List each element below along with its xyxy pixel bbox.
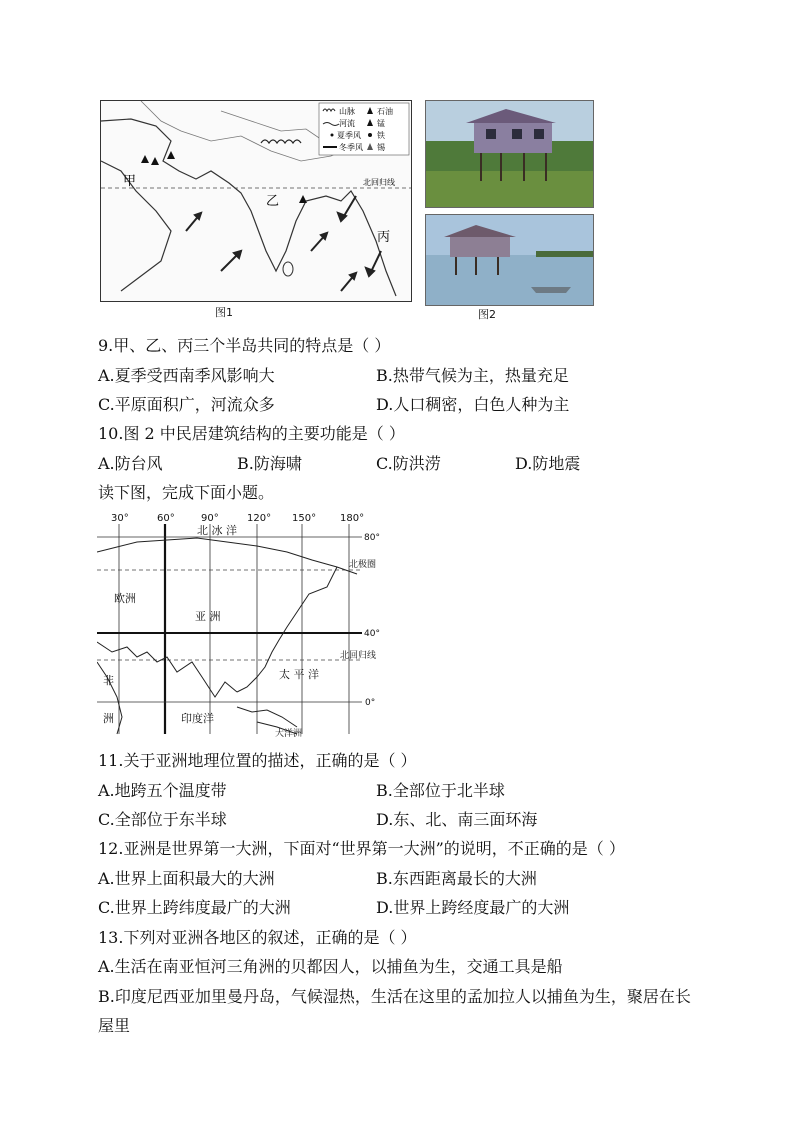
- oil-symbols: [141, 151, 307, 203]
- q11-stem: 11.关于亚洲地理位置的描述，正确的是（ ）: [98, 751, 417, 770]
- figure1-caption: 图1: [215, 306, 233, 319]
- meridians: [119, 524, 349, 734]
- label-bing: 丙: [377, 230, 391, 245]
- asia-south-coast: [97, 642, 237, 697]
- q11-option-d: D.东、北、南三面环海: [376, 810, 538, 829]
- asia-label: 亚 洲: [195, 610, 221, 623]
- label-jia: 甲: [123, 174, 137, 189]
- legend-river: 河流: [339, 119, 355, 128]
- winter-monsoon-arrows: [338, 196, 381, 276]
- mountain-symbol: [261, 140, 301, 143]
- indian-ocean-label: 印度洋: [181, 712, 214, 725]
- q10-option-b: B.防海啸: [237, 454, 302, 473]
- q9-stem: 9.甲、乙、丙三个半岛共同的特点是（ ）: [98, 336, 391, 355]
- q9-option-a: A.夏季受西南季风影响大: [98, 366, 275, 385]
- q13-option-b-line1: B.印度尼西亚加里曼丹岛，气候湿热，生活在这里的孟加拉人以捕鱼为生，聚居在长: [98, 987, 691, 1006]
- lon-label-120: 120°: [247, 513, 272, 524]
- q10-option-d: D.防地震: [515, 454, 581, 473]
- stilt-house-photo-bottom: [425, 214, 594, 306]
- legend-summer-monsoon: 夏季风: [337, 131, 361, 140]
- oceania-label: 大洋洲: [275, 729, 303, 738]
- q10-option-c: C.防洪涝: [376, 454, 441, 473]
- q13-stem: 13.下列对亚洲各地区的叙述，正确的是（ ）: [98, 928, 417, 947]
- label-yi: 乙: [266, 194, 280, 209]
- q13-option-b-line2: 屋里: [98, 1016, 131, 1035]
- stilt-house-photo-top: [425, 100, 594, 208]
- legend-iron: 铁: [377, 131, 385, 140]
- q11-option-a: A.地跨五个温度带: [98, 781, 227, 800]
- tropic-label: 北回归线: [340, 651, 377, 661]
- legend-winter-monsoon: 冬季风: [339, 143, 363, 152]
- lon-label-150: 150°: [292, 513, 317, 524]
- lon-label-90: 90°: [201, 513, 219, 524]
- legend-tin: 锡: [377, 143, 385, 152]
- q11-option-b: B.全部位于北半球: [376, 781, 505, 800]
- q12-stem: 12.亚洲是世界第一大洲，下面对“世界第一大洲”的说明，不正确的是（ ）: [98, 839, 625, 858]
- q10-stem: 10.图 2 中民居建筑结构的主要功能是（ ）: [98, 424, 405, 443]
- q9-option-d: D.人口稠密，白色人种为主: [376, 395, 570, 414]
- q12-option-a: A.世界上面积最大的大洲: [98, 869, 275, 888]
- label-tropic: 北回归线: [363, 178, 395, 187]
- lon-label-60: 60°: [157, 513, 175, 524]
- summer-monsoon-arrows: [186, 213, 356, 291]
- figure1-map: [100, 100, 412, 302]
- lon-label-30: 30°: [111, 513, 129, 524]
- lat-label-80: 80°: [364, 533, 380, 543]
- arctic-circle-label: 北极圈: [349, 560, 377, 570]
- q12-option-c: C.世界上跨纬度最广的大洲: [98, 898, 291, 917]
- pacific-label: 太 平 洋: [279, 668, 319, 681]
- legend-oil: 石油: [377, 107, 393, 116]
- lon-label-180: 180°: [340, 513, 365, 524]
- q11-option-c: C.全部位于东半球: [98, 810, 227, 829]
- legend-summer-icon: [331, 134, 334, 137]
- legend-iron-icon: [368, 133, 372, 137]
- asia-north-coast: [97, 538, 357, 574]
- q13-option-a: A.生活在南亚恒河三角洲的贝都因人，以捕鱼为生，交通工具是船: [98, 957, 563, 976]
- q12-option-d: D.世界上跨经度最广的大洲: [376, 898, 570, 917]
- q9-option-c: C.平原面积广，河流众多: [98, 395, 275, 414]
- q12-option-b: B.东西距离最长的大洲: [376, 869, 537, 888]
- sri-lanka-island: [283, 262, 293, 276]
- asia-map: [97, 512, 382, 738]
- legend-mountain: 山脉: [339, 107, 355, 116]
- lat-label-0: 0°: [365, 698, 376, 708]
- legend-manganese: 锰: [377, 119, 385, 128]
- q10-option-a: A.防台风: [98, 454, 163, 473]
- asia-map-svg: [97, 512, 382, 738]
- figure1-map-svg: [101, 101, 411, 301]
- figure2-caption: 图2: [478, 308, 496, 321]
- lat-label-40: 40°: [364, 629, 380, 639]
- border-line-2: [221, 111, 331, 146]
- reading-intro: 读下图，完成下面小题。: [98, 483, 275, 502]
- q9-option-b: B.热带气候为主，热量充足: [376, 366, 569, 385]
- arctic-ocean-label: 北 冰 洋: [197, 524, 237, 537]
- africa-label-1: 非: [103, 674, 114, 687]
- europe-label: 欧洲: [114, 592, 136, 605]
- africa-label-2: 洲: [103, 712, 114, 725]
